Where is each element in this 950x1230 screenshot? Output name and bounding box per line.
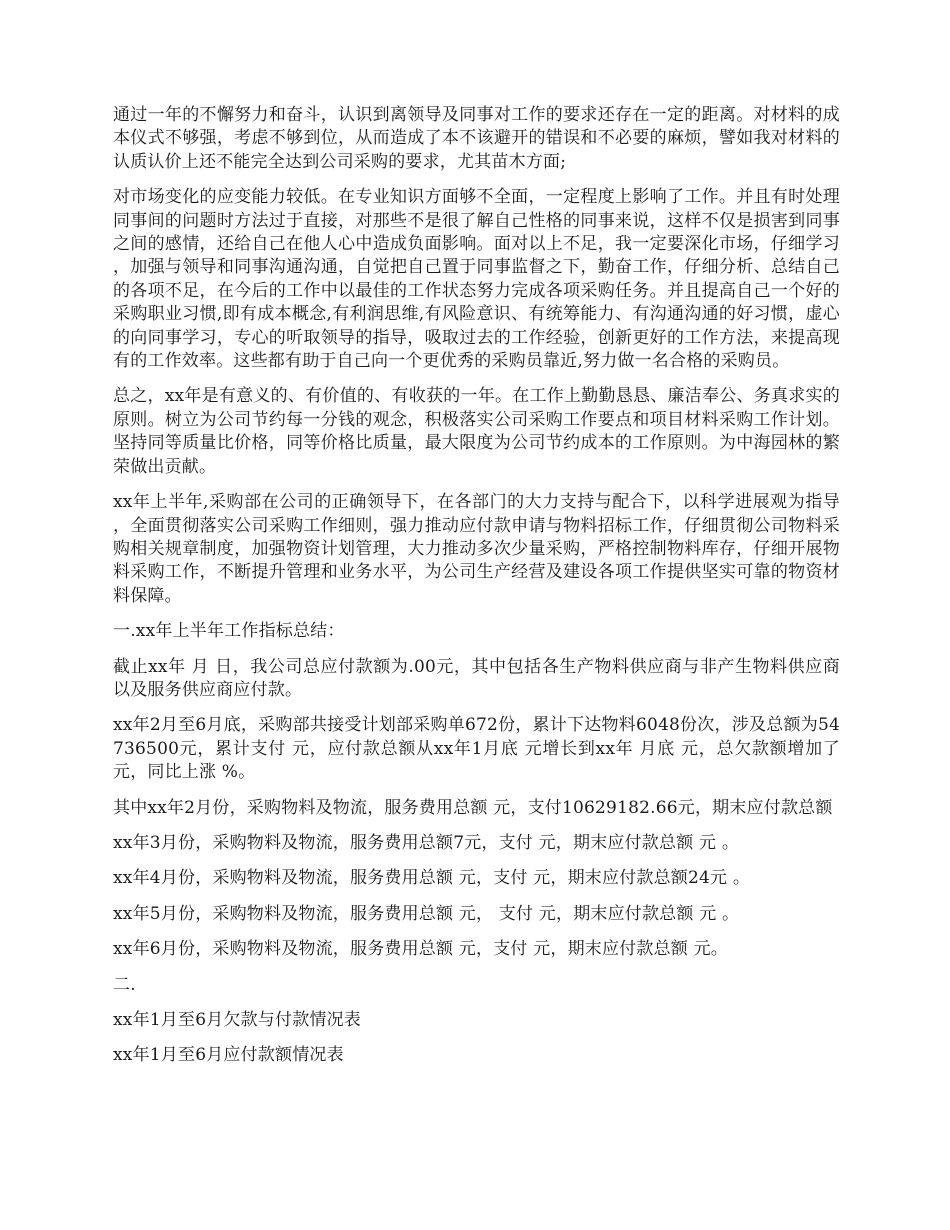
document-body [113, 104, 840, 1080]
section-heading-indicators: 一.xx年上半年工作指标总结： [113, 621, 345, 642]
paragraph-market-adaptability: 对市场变化的应变能力较低。在专业知识方面够不全面，一定程度上影响了工作。并且有时处理同事间的问题时方法过于直接，对那些不是很了解自己性格的同事来说，这样不仅是损害到同事之间的感情，还给自己在他人心中造成负面影响。面对以上不足，我一定要深化市场，仔细学习，加强与领导和同事沟通沟通，自觉把自己置于同事监督之下，勤奋工作，仔细分析、总结自己的各项不足，在今后的工作中以最佳的工作状态努力完成各项采购任务。并且提高自己一个好的采购职业习惯,即有成本概念,有利润思维,有风险意识、有统筹能力、有沟通沟通的好习惯，虚心的向同事学习，专心的听取领导的指导，吸取过去的工作经验，创新更好的工作方法，来提高现有的工作效率。这些都有助于自己向一个更优秀的采购员靠近,努力做一名合格的采购员。 [113, 187, 840, 372]
paragraph-june: xx年6月份，采购物料及物流，服务费用总额 元，支付 元，期末应付款总额 元。 [113, 939, 729, 960]
paragraph-payables-total: 截止xx年 月 日，我公司总应付款额为.00元，其中包括各生产物料供应商与非产生物料供应商以及服务供应商应付款。 [113, 656, 840, 700]
paragraph-self-assessment: 通过一年的不懈努力和奋斗，认识到离领导及同事对工作的要求还存在一定的距离。对材料的成本仪式不够强，考虑不够到位，从而造成了本不该避开的错误和不必要的麻烦，譬如我对材料的认质认价上还不能完全达到公司采购的要求，尤其苗木方面; [113, 105, 840, 172]
paragraph-may: xx年5月份，采购物料及物流，服务费用总额 元， 支付 元，期末应付款总额 元 。 [113, 903, 740, 924]
table-title-arrears-payments: xx年1月至6月欠款与付款情况表 [113, 1010, 362, 1030]
paragraph-february: 其中xx年2月份，采购物料及物流，服务费用总额 元，支付10629182.66元，期末应付款总额 [113, 797, 833, 818]
table-title-payables: xx年1月至6月应付款额情况表 [113, 1045, 344, 1066]
paragraph-summary: 总之，xx年是有意义的、有价值的、有收获的一年。在工作上勤勤恳恳、廉洁奉公、务真求实的原则。树立为公司节约每一分钱的观念，积极落实公司采购工作要点和项目材料采购工作计划。坚持同等质量比价格，同等价格比质量，最大限度为公司节约成本的工作原则。为中海园林的繁荣做出贡献。 [113, 386, 840, 477]
section-heading-two: 二. [113, 974, 136, 995]
paragraph-april: xx年4月份，采购物料及物流，服务费用总额 元，支付 元，期末应付款总额24元 。 [113, 868, 751, 889]
paragraph-purchase-orders: xx年2月至6月底，采购部共接受计划部采购单672份，累计下达物料6048份次，涉及总额为54736500元，累计支付 元，应付款总额从xx年1月底 元增长到xx年 月底 元，总欠款额增加了 元，同比上涨 %。 [113, 715, 840, 783]
paragraph-march: xx年3月份，采购物料及物流，服务费用总额7元，支付 元，期末应付款总额 元 。 [113, 832, 740, 853]
paragraph-half-year-overview: xx年上半年,采购部在公司的正确领导下，在各部门的大力支持与配合下，以科学进展观为指导，全面贯彻落实公司采购工作细则，强力推动应付款申请与物料招标工作，仔细贯彻公司物料采购相关规章制度，加强物资计划管理，大力推动多次少量采购，严格控制物料库存，仔细开展物料采购工作，不断提升管理和业务水平，为公司生产经营及建设各项工作提供坚实可靠的物资材料保障。 [113, 492, 840, 606]
